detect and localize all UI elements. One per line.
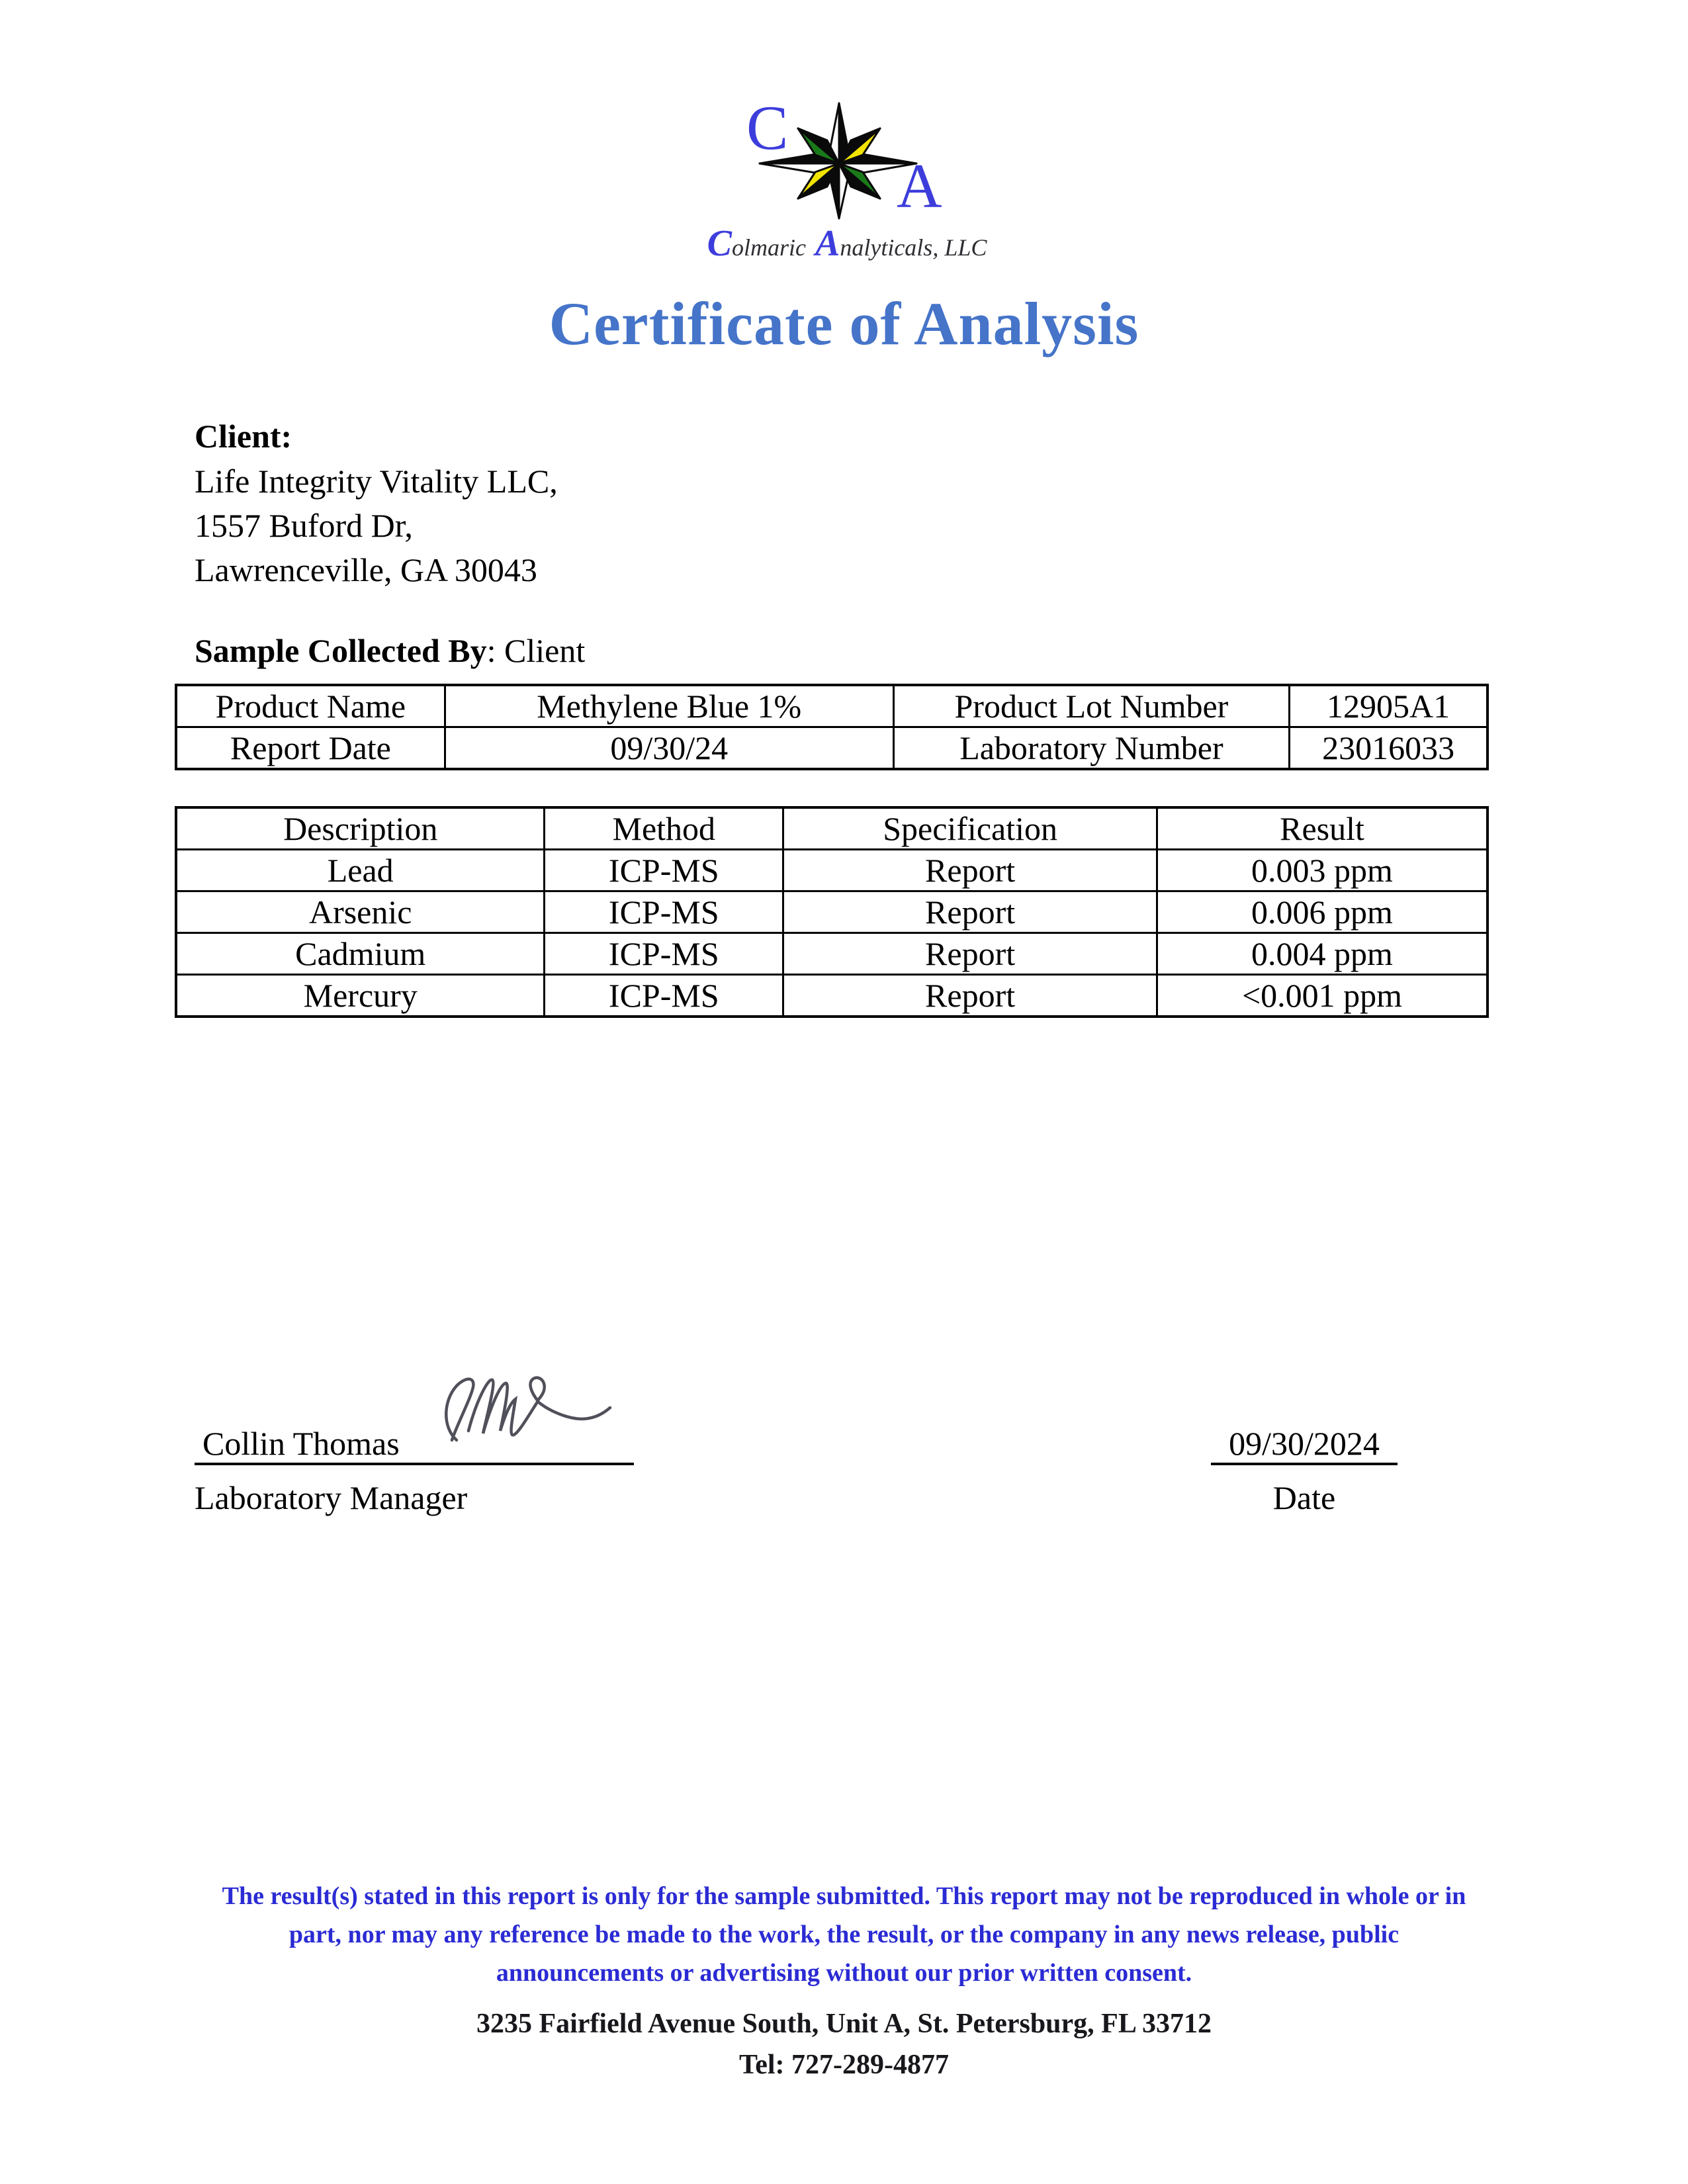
disclaimer-line-2: part, nor may any reference be made to the work, the result, or the company in any news release, public: [289, 1921, 1399, 1948]
info-cell-lot-number-value: 12905A1: [1290, 685, 1488, 727]
signature-line: [195, 1410, 634, 1465]
results-cell-lead-method: ICP-MS: [545, 850, 783, 891]
results-header-result: Result: [1157, 807, 1488, 850]
date-label: Date: [1272, 1479, 1336, 1516]
info-cell-lot-number-label: Product Lot Number: [893, 685, 1290, 727]
table-row: [176, 933, 1488, 975]
sample-collected-by: [195, 634, 585, 667]
results-cell-lead: Lead: [176, 850, 545, 891]
table-row: [176, 685, 1488, 727]
results-header-method: Method: [545, 807, 783, 850]
results-cell-mercury-spec: Report: [783, 975, 1157, 1017]
compass-rose-icon: [754, 99, 920, 222]
results-cell-cadmium-spec: Report: [783, 933, 1157, 975]
table-row: [176, 850, 1488, 891]
footer-address: 3235 Fairfield Avenue South, Unit A, St. Petersburg, FL 33712: [476, 2009, 1212, 2039]
client-name: Life Integrity Vitality LLC,: [195, 463, 558, 500]
client-label: Client:: [195, 418, 292, 455]
results-cell-mercury-result: <0.001 ppm: [1157, 975, 1488, 1017]
logo-company-initial-a: A: [815, 223, 840, 264]
disclaimer-line-1: The result(s) stated in this report is only for the sample submitted. This report may not be reproduced in whole or in: [222, 1882, 1466, 1910]
info-cell-product-name-label: Product Name: [176, 685, 445, 727]
results-cell-arsenic: Arsenic: [176, 891, 545, 933]
results-cell-arsenic-result: 0.006 ppm: [1157, 891, 1488, 933]
date-line: [1211, 1410, 1398, 1465]
results-cell-mercury: Mercury: [176, 975, 545, 1017]
results-cell-lead-spec: Report: [783, 850, 1157, 891]
table-row: [176, 975, 1488, 1017]
logo-company-name: [615, 222, 1079, 265]
footer-phone: Tel: 727-289-4877: [739, 2050, 949, 2080]
sample-collected-by-label: Sample Collected By: [195, 632, 487, 669]
signature-name: Collin Thomas: [202, 1425, 400, 1462]
disclaimer-line-3: announcements or advertising without our prior written consent.: [496, 1959, 1192, 1987]
signature-role: Laboratory Manager: [195, 1479, 468, 1516]
sample-collected-by-value: : Client: [486, 632, 586, 669]
date-value: 09/30/2024: [1229, 1425, 1380, 1462]
results-cell-cadmium-result: 0.004 ppm: [1157, 933, 1488, 975]
results-header-specification: Specification: [783, 807, 1157, 850]
info-cell-report-date-label: Report Date: [176, 727, 445, 770]
client-address-line-2: Lawrenceville, GA 30043: [195, 551, 537, 588]
table-header-row: [176, 807, 1488, 850]
results-cell-mercury-method: ICP-MS: [545, 975, 783, 1017]
logo-company-rest: nalyticals, LLC: [840, 234, 987, 261]
results-cell-arsenic-method: ICP-MS: [545, 891, 783, 933]
logo-company-initial-c: C: [707, 223, 732, 264]
table-row: [176, 891, 1488, 933]
results-cell-arsenic-spec: Report: [783, 891, 1157, 933]
results-cell-cadmium-method: ICP-MS: [545, 933, 783, 975]
info-cell-report-date-value: 09/30/24: [445, 727, 893, 770]
info-cell-lab-number-value: 23016033: [1290, 727, 1488, 770]
client-address-line-1: 1557 Buford Dr,: [195, 507, 413, 544]
table-row: [176, 727, 1488, 770]
info-cell-lab-number-label: Laboratory Number: [893, 727, 1290, 770]
info-cell-product-name-value: Methylene Blue 1%: [445, 685, 893, 727]
info-table: [175, 684, 1489, 770]
results-header-description: Description: [176, 807, 545, 850]
logo-company-olmaric: olmaric: [731, 234, 806, 261]
results-cell-lead-result: 0.003 ppm: [1157, 850, 1488, 891]
logo-letter-a: A: [897, 151, 942, 221]
results-table: [175, 806, 1489, 1018]
results-cell-cadmium: Cadmium: [176, 933, 545, 975]
page-title: Certificate of Analysis: [549, 290, 1139, 357]
logo-letter-c: C: [746, 93, 789, 163]
